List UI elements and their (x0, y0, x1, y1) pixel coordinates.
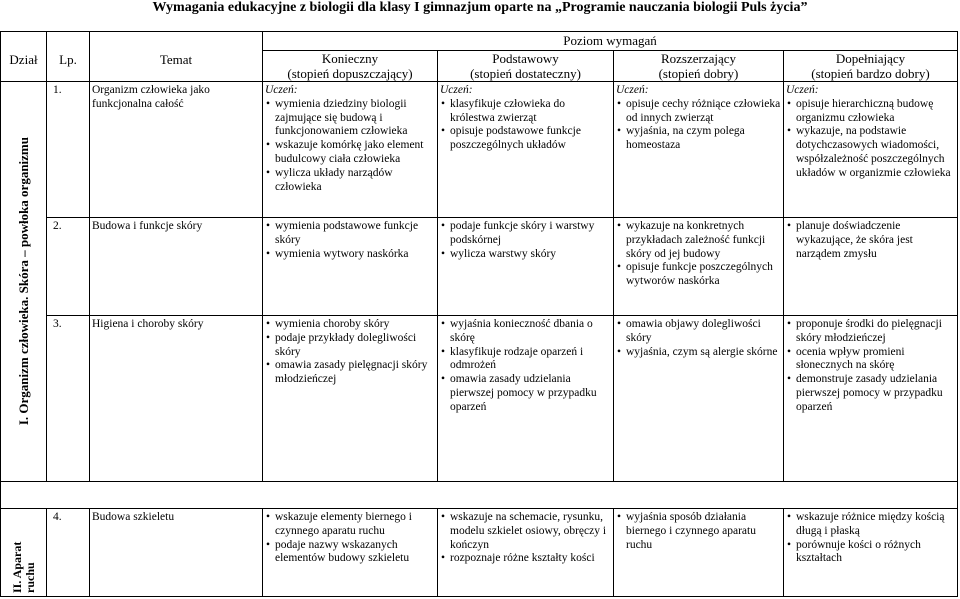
requirement-item: • demonstruje zasady udzielania pierwszej pomocy w przypadku oparzeń (786, 373, 955, 414)
requirement-list (440, 511, 611, 566)
dzial-label: I. Organizm człowieka. Skóra – powłoka organizmu (15, 137, 31, 426)
requirement-item: • wymienia dziedziny biologii zajmujące się budową i funkcjonowaniem człowieka (265, 98, 435, 139)
requirement-item: • wskazuje elementy biernego i czynnego aparatu ruchu (265, 511, 435, 539)
requirement-item: • wylicza warstwy skóry (440, 248, 611, 262)
requirement-list (786, 511, 955, 566)
requirement-item: • wylicza układy narządów człowieka (265, 167, 435, 195)
uczen-label: Uczeń: (786, 84, 819, 96)
requirement-item: • wskazuje różnice między kością długą i płaską (786, 511, 955, 539)
requirement-list (616, 98, 781, 153)
table-row (1, 218, 958, 316)
header-level-dopelniajacy: Dopełniający (stopień bardzo dobry) (784, 51, 958, 82)
topic-cell: Organizm człowieka jako funkcjonalna całość (90, 82, 263, 218)
requirement-cell-podstawowy (438, 82, 614, 218)
requirement-list (786, 98, 955, 181)
requirement-item: • wyjaśnia, na czym polega homeostaza (616, 125, 781, 153)
header-lp: Lp. (47, 32, 90, 82)
requirement-list (616, 220, 781, 289)
requirement-list (265, 98, 435, 195)
requirement-cell-konieczny (263, 82, 438, 218)
requirement-list (265, 511, 435, 566)
topic-cell: Budowa i funkcje skóry (90, 218, 263, 316)
header-row-1 (1, 32, 958, 51)
requirement-list (440, 318, 611, 415)
requirement-item: • wykazuje, na podstawie dotychczasowych wiadomości, współzależność poszczególnych układów w organizmie człowieka (786, 125, 955, 180)
requirement-cell-dopelniajacy (784, 316, 958, 482)
requirement-item: • wyjaśnia sposób działania biernego i czynnego aparatu ruchu (616, 511, 781, 552)
requirement-item: • wyjaśnia konieczność dbania o skórę (440, 318, 611, 346)
requirement-list (265, 318, 435, 387)
requirement-item: • wymienia wytwory naskórka (265, 248, 435, 262)
requirement-item: • wymienia podstawowe funkcje skóry (265, 220, 435, 248)
requirement-list (786, 318, 955, 415)
requirement-list (440, 98, 611, 153)
requirement-item: • opisuje cechy różniące człowieka od innych zwierząt (616, 98, 781, 126)
requirement-item: • klasyfikuje rodzaje oparzeń i odmrożeń (440, 346, 611, 374)
topic-cell: Higiena i choroby skóry (90, 316, 263, 482)
requirements-page (0, 31, 958, 597)
requirement-cell-podstawowy (438, 316, 614, 482)
header-temat: Temat (90, 32, 263, 82)
requirement-item: • wykazuje na konkretnych przykładach zależność funkcji skóry od jej budowy (616, 220, 781, 261)
requirement-cell-konieczny (263, 316, 438, 482)
requirement-cell-rozszerzajacy (614, 316, 784, 482)
header-dzial: Dział (1, 32, 47, 82)
header-level-podstawowy: Podstawowy (stopień dostateczny) (438, 51, 614, 82)
requirement-item: • omawia objawy dolegliwości skóry (616, 318, 781, 346)
table-row (1, 82, 958, 218)
requirement-list (265, 220, 435, 261)
document-title: Wymagania edukacyjne z biologii dla klasy I gimnazjum oparte na „Programie nauczania biologii Puls życia” (152, 0, 808, 15)
requirement-cell-podstawowy (438, 218, 614, 316)
requirement-item: • proponuje środki do pielęgnacji skóry młodzieńczej (786, 318, 955, 346)
requirement-item: • podaje nazwy wskazanych elementów budowy szkieletu (265, 539, 435, 567)
requirement-list (616, 511, 781, 552)
requirement-cell-konieczny (263, 218, 438, 316)
requirement-item: • porównuje kości o różnych kształtach (786, 539, 955, 567)
requirement-item: • opisuje podstawowe funkcje poszczególnych układów (440, 125, 611, 153)
table-row (1, 509, 958, 597)
dzial-cell (1, 82, 47, 482)
requirement-item: • opisuje funkcje poszczególnych wytworów naskórka (616, 261, 781, 289)
requirement-cell-dopelniajacy (784, 218, 958, 316)
requirement-item: • podaje funkcje skóry i warstwy podskórnej (440, 220, 611, 248)
requirement-cell-dopelniajacy (784, 509, 958, 597)
requirement-item: • wskazuje komórkę jako element budulcowy ciała człowieka (265, 139, 435, 167)
lp-cell: 2. (47, 218, 90, 316)
requirement-item: • klasyfikuje człowieka do królestwa zwierząt (440, 98, 611, 126)
requirement-item: • wyjaśnia, czym są alergie skórne (616, 346, 781, 360)
lp-cell: 4. (47, 509, 90, 597)
requirement-item: • wskazuje na schemacie, rysunku, modelu szkielet osiowy, obręczy i kończyn (440, 511, 611, 552)
dzial-cell (1, 509, 47, 597)
header-poziom-wymagan: Poziom wymagań (263, 32, 958, 51)
requirement-list (440, 220, 611, 261)
requirement-cell-rozszerzajacy (614, 218, 784, 316)
requirement-item: • podaje przykłady dolegliwości skóry (265, 332, 435, 360)
requirement-cell-dopelniajacy (784, 82, 958, 218)
requirement-cell-rozszerzajacy (614, 509, 784, 597)
uczen-label: Uczeń: (616, 84, 649, 96)
requirement-item: • omawia zasady pielęgnacji skóry młodzieńczej (265, 359, 435, 387)
requirement-cell-konieczny (263, 509, 438, 597)
section-gap (1, 482, 958, 509)
requirement-item: • opisuje hierarchiczną budowę organizmu człowieka (786, 98, 955, 126)
requirement-cell-rozszerzajacy (614, 82, 784, 218)
lp-cell: 3. (47, 316, 90, 482)
table-row (1, 316, 958, 482)
header-level-konieczny: Konieczny (stopień dopuszczający) (263, 51, 438, 82)
dzial-label: II. Aparat ruchu (9, 541, 37, 593)
lp-cell: 1. (47, 82, 90, 218)
requirements-table (0, 31, 958, 597)
requirement-item: • ocenia wpływ promieni słonecznych na skórę (786, 346, 955, 374)
topic-cell: Budowa szkieletu (90, 509, 263, 597)
requirement-item: • wymienia choroby skóry (265, 318, 435, 332)
requirement-list (786, 220, 955, 261)
requirement-item: • omawia zasady udzielania pierwszej pomocy w przypadku oparzeń (440, 373, 611, 414)
requirement-item: • planuje doświadczenie wykazujące, że skóra jest narządem zmysłu (786, 220, 955, 261)
requirement-cell-podstawowy (438, 509, 614, 597)
requirement-list (616, 318, 781, 359)
uczen-label: Uczeń: (440, 84, 473, 96)
uczen-label: Uczeń: (265, 84, 298, 96)
header-level-rozszerzajacy: Rozszerzający (stopień dobry) (614, 51, 784, 82)
requirement-item: • rozpoznaje różne kształty kości (440, 552, 611, 566)
